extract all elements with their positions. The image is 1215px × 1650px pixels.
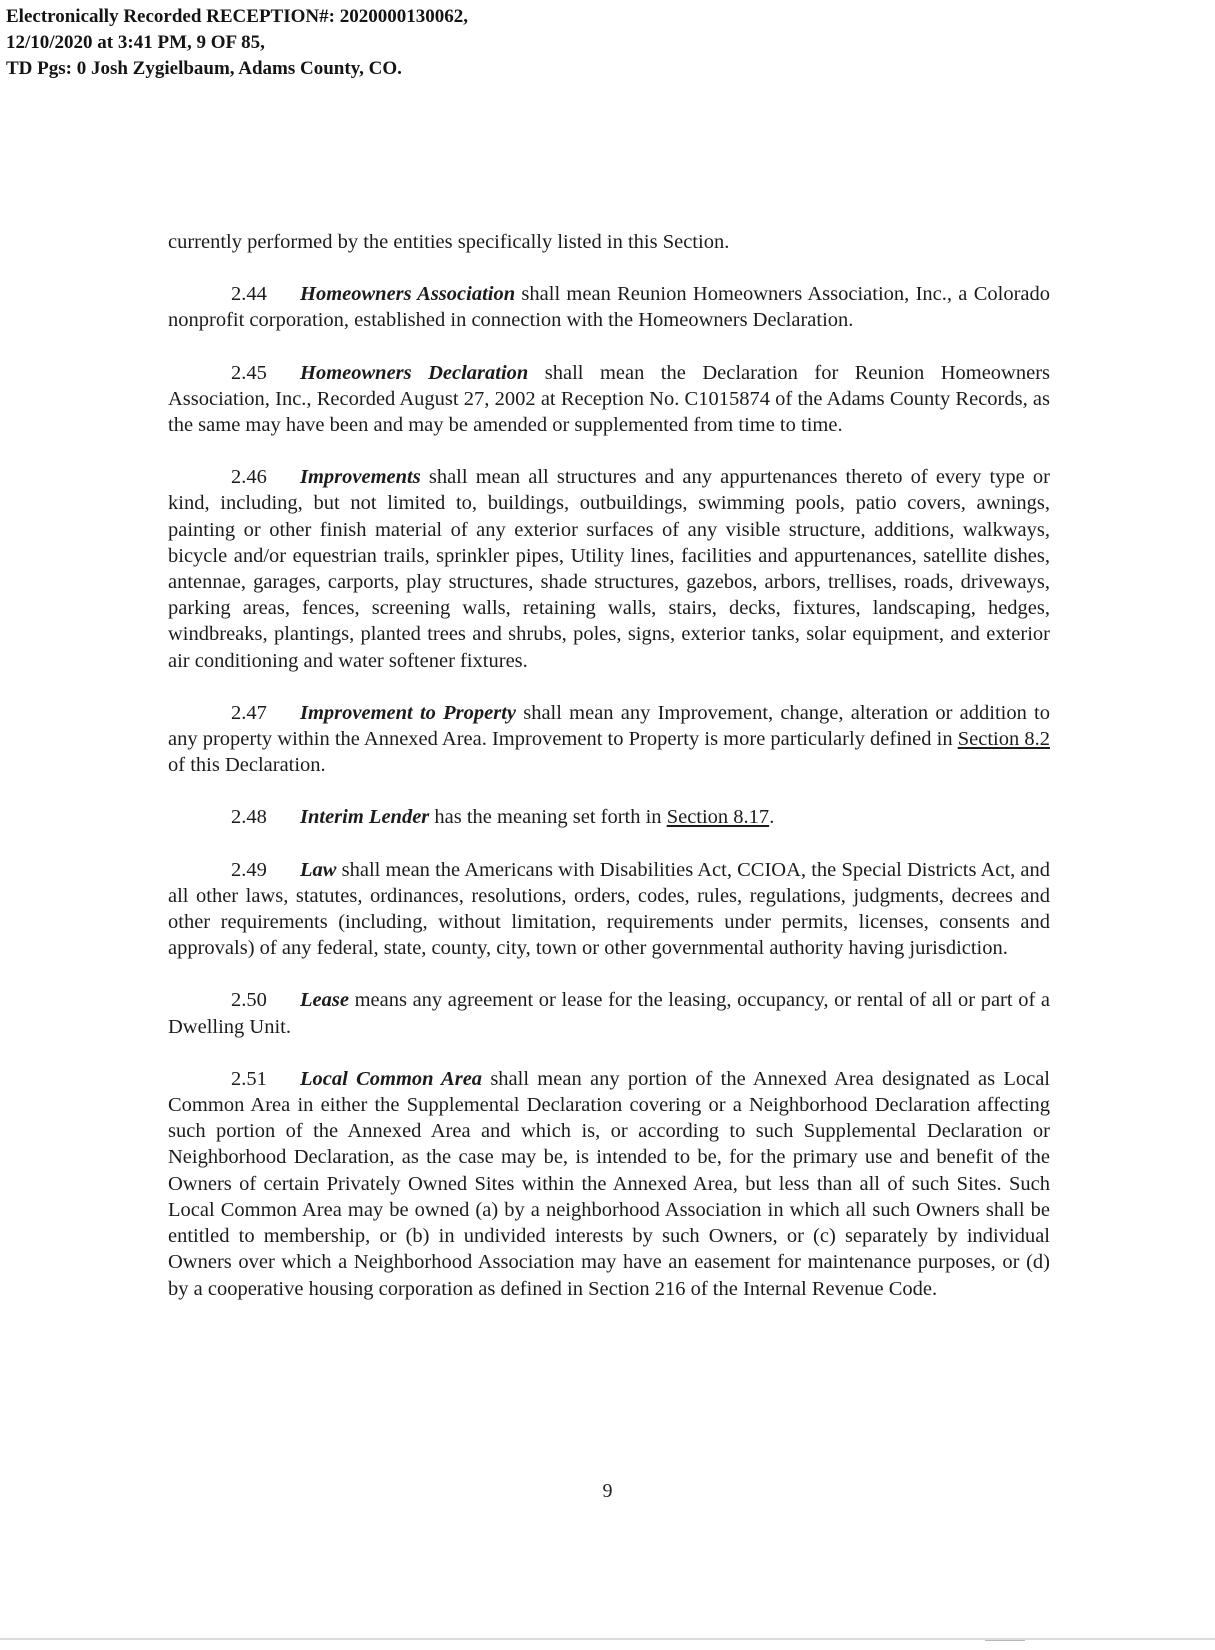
document-body: [168, 229, 1050, 1328]
section-reference-link[interactable]: Section 8.17: [666, 806, 770, 829]
section-reference-link[interactable]: Section 8.2: [957, 728, 1050, 751]
section-number: 2.44: [231, 283, 267, 306]
continuation-paragraph: currently performed by the entities specifically listed in this Section.: [168, 231, 730, 253]
section-number: 2.48: [231, 806, 267, 829]
definition-text: shall mean Reunion Homeowners Association, Inc., a Colorado nonprofit corporation, established in connection with the Homeowners Declaration.: [168, 283, 1050, 332]
section-2-44: [168, 281, 1050, 333]
recording-line-3: TD Pgs: 0 Josh Zygielbaum, Adams County, CO.: [6, 58, 402, 79]
definition-text-end: .: [769, 806, 775, 829]
defined-term: Lease: [300, 989, 349, 1012]
section-2-47: [168, 700, 1050, 779]
definition-text: shall mean the Declaration for Reunion Homeowners Association, Inc., Recorded August 27, 2002 at Reception No. C1015874 of the Adams County Records, as the same may have been and may be amended or supplemented from time to time.: [168, 361, 1050, 437]
defined-term: Homeowners Association: [300, 283, 516, 306]
section-number: 2.46: [231, 466, 267, 489]
section-2-51: [168, 1066, 1050, 1302]
defined-term: Local Common Area: [300, 1067, 483, 1090]
section-2-46: [168, 464, 1050, 674]
defined-term: Interim Lender: [300, 806, 430, 829]
defined-term: Homeowners Declaration: [300, 361, 529, 384]
definition-text: shall mean the Americans with Disabilities Act, CCIOA, the Special Districts Act, and all other laws, statutes, ordinances, resolutions, orders, codes, rules, regulations, judgments, decrees and other requirements (including, without limitation, requirements under permits, licenses, consents and approvals) of any federal, state, county, city, town or other governmental authority having jurisdiction.: [168, 858, 1050, 960]
section-2-48: [168, 804, 1050, 830]
definition-text: shall mean any portion of the Annexed Area designated as Local Common Area in either the Supplemental Declaration covering or a Neighborhood Declaration affecting such portion of the Annexed Area and which is, or according to such Supplemental Declaration or Neighborhood Declaration, as the case may be, is intended to be, for the primary use and benefit of the Owners of certain Privately Owned Sites within the Annexed Area, but less than all of such Sites. Such Local Common Area may be owned (a) by a neighborhood Association in which all such Owners shall be entitled to membership, or (b) in undivided interests by such Owners, or (c) separately by individual Owners over which a Neighborhood Association may have an easement for maintenance purposes, or (d) by a cooperative housing corporation as defined in Section 216 of the Internal Revenue Code.: [168, 1067, 1050, 1300]
section-2-45: [168, 360, 1050, 439]
page-number: 9: [602, 1480, 613, 1502]
section-number: 2.51: [231, 1067, 267, 1090]
section-number: 2.49: [231, 858, 267, 881]
definition-text: shall mean any Improvement, change, alteration or addition to any property within the Annexed Area. Improvement to Property is more particularly defined in: [168, 701, 1051, 751]
section-number: 2.50: [231, 989, 267, 1012]
recording-stamp: [6, 4, 468, 82]
scan-mark: [985, 1640, 1025, 1641]
recording-line-2: 12/10/2020 at 3:41 PM, 9 OF 85,: [6, 32, 265, 53]
defined-term: Improvements: [300, 466, 421, 489]
definition-text: has the meaning set forth in: [429, 806, 667, 829]
defined-term: Law: [300, 858, 337, 881]
section-2-49: [168, 857, 1050, 962]
section-number: 2.47: [231, 701, 267, 724]
definition-text: means any agreement or lease for the leasing, occupancy, or rental of all or part of a Dwelling Unit.: [168, 989, 1050, 1038]
section-2-50: [168, 987, 1050, 1039]
section-number: 2.45: [231, 361, 267, 384]
recording-line-1: Electronically Recorded RECEPTION#: 2020000130062,: [6, 6, 468, 27]
definition-text-end: of this Declaration.: [168, 754, 326, 777]
scan-bottom-edge: [0, 1638, 1215, 1640]
definition-text: shall mean all structures and any appurtenances thereto of every type or kind, including, but not limited to, buildings, outbuildings, swimming pools, patio covers, awnings, painting or other finish material of any exterior surfaces of any visible structure, additions, walkways, bicycle and/or equestrian trails, sprinkler pipes, Utility lines, facilities and appurtenances, satellite dishes, antennae, garages, carports, play structures, shade structures, gazebos, arbors, trellises, roads, driveways, parking areas, fences, screening walls, retaining walls, stairs, decks, fixtures, landscaping, hedges, windbreaks, plantings, planted trees and shrubs, poles, signs, exterior tanks, solar equipment, and exterior air conditioning and water softener fixtures.: [168, 466, 1050, 672]
defined-term: Improvement to Property: [300, 701, 516, 724]
